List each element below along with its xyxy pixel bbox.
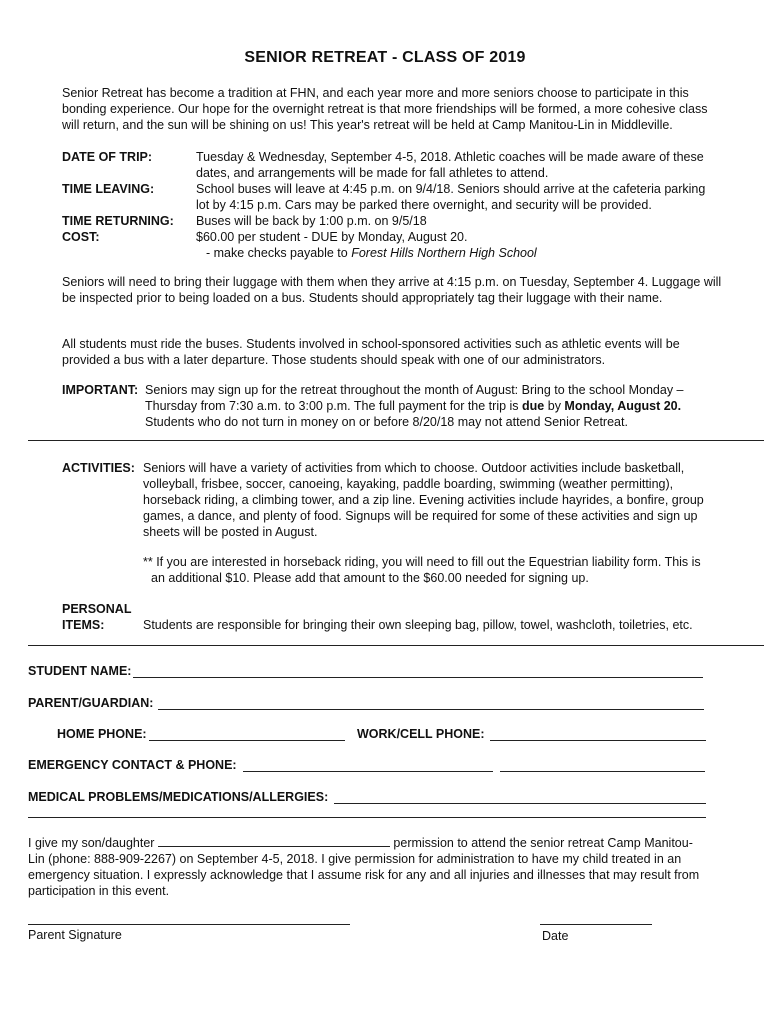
work-cell-phone-label: WORK/CELL PHONE: [357, 727, 485, 741]
medical-field[interactable] [334, 803, 706, 804]
consent-suffix: permission to attend the senior retreat Camp Manitou-Lin (phone: 888-909-2267) on September 4-5, 2018. I give permission for administration to have my child treated in an emergency situation. I expressly acknowledge that I assume risk for any and all injuries and illnesses that may result from participation in this event. [28, 836, 700, 898]
form-divider [28, 645, 764, 646]
page-title: SENIOR RETREAT - CLASS OF 2019 [244, 49, 526, 66]
personal-label-line-2: ITEMS: [62, 618, 105, 632]
date-of-trip-value: Tuesday & Wednesday, September 4-5, 2018. Athletic coaches will be made aware of these dates, and arrangements will be made for fall athletes to attend. [196, 150, 704, 180]
important-text-1: Seniors may sign up for the retreat throughout the month of August: Bring to the school Monday – Thursday from 7:30 a.m. to 3:00 p.m. The full payment for the trip is [145, 383, 684, 413]
activities-label: ACTIVITIES: [62, 461, 135, 475]
parent-guardian-field[interactable] [158, 709, 704, 710]
time-returning-label: TIME RETURNING: [62, 214, 174, 228]
parent-signature-label: Parent Signature [28, 928, 122, 942]
student-name-label: STUDENT NAME: [28, 664, 132, 678]
intro-paragraph: Senior Retreat has become a tradition at FHN, and each year more and more seniors choose to participate in this bonding experience. Our hope for the overnight retreat is that more friendships will be formed, a more cohesive class will return, and the sun will be shining on us! This year's retreat will be held at Camp Manitou-Lin in Middleville. [62, 86, 708, 132]
student-name-field[interactable] [133, 677, 703, 678]
luggage-paragraph: Seniors will need to bring their luggage with them when they arrive at 4:15 p.m. on Tuesday, September 4. Luggage will be inspected prior to being loaded on a bus. Students should appropriately tag their luggage with their name. [62, 275, 722, 305]
personal-items-text: Students are responsible for bringing their own sleeping bag, pillow, towel, washcloth, toiletries, etc. [143, 618, 693, 632]
horseback-note [143, 554, 713, 586]
cost-label: COST: [62, 230, 100, 244]
important-due-date: Monday, August 20. [564, 399, 682, 413]
home-phone-field[interactable] [149, 740, 345, 741]
important-text-3: Students who do not turn in money on or before 8/20/18 may not attend Senior Retreat. [145, 415, 628, 429]
child-name-blank[interactable] [158, 834, 390, 847]
date-field[interactable] [540, 924, 652, 925]
personal-items-label [62, 601, 131, 633]
important-text-2: by [544, 399, 565, 413]
date-label: Date [542, 929, 569, 943]
parent-signature-field[interactable] [28, 924, 350, 925]
emergency-contact-field[interactable] [243, 771, 493, 772]
home-phone-label: HOME PHONE: [57, 727, 147, 741]
horseback-note-text: ** If you are interested in horseback riding, you will need to fill out the Equestrian liability form. This is an additional $10. Please add that amount to the $60.00 needed for signing up. [143, 555, 701, 585]
cost-checks-prefix: - make checks payable to [206, 246, 352, 260]
emergency-contact-label: EMERGENCY CONTACT & PHONE: [28, 758, 237, 772]
emergency-phone-field[interactable] [500, 771, 705, 772]
consent-paragraph [28, 834, 708, 899]
date-of-trip-label: DATE OF TRIP: [62, 150, 153, 164]
important-due: due [522, 399, 545, 413]
work-cell-phone-field[interactable] [490, 740, 706, 741]
time-leaving-value: School buses will leave at 4:45 p.m. on 9/4/18. Seniors should arrive at the cafeteria parking lot by 4:15 p.m. Cars may be parked there overnight, and security will be provided. [196, 182, 706, 212]
buses-paragraph: All students must ride the buses. Students involved in school-sponsored activities such as athletic events will be provided a bus with a later departure. Those students should speak with one of our administrators. [62, 337, 680, 367]
cost-checks-note [206, 245, 726, 261]
cost-value: $60.00 per student - DUE by Monday, August 20. [196, 230, 468, 244]
time-leaving-label: TIME LEAVING: [62, 182, 155, 196]
section-divider [28, 440, 764, 441]
parent-guardian-label: PARENT/GUARDIAN: [28, 696, 154, 710]
time-returning-value: Buses will be back by 1:00 p.m. on 9/5/18 [196, 214, 427, 228]
activities-text: Seniors will have a variety of activities from which to choose. Outdoor activities include basketball, volleyball, frisbee, soccer, canoeing, kayaking, paddle boarding, swimming (weather permitting), horseback riding, a climbing tower, and a zip line. Evening activities include hayrides, a bonfire, group games, a dance, and plenty of food. Signups will be required for some of these activities and sign up sheets will be posted in August. [143, 461, 704, 539]
medical-label: MEDICAL PROBLEMS/MEDICATIONS/ALLERGIES: [28, 790, 329, 804]
medical-field-extra[interactable] [28, 817, 706, 818]
consent-prefix: I give my son/daughter [28, 836, 158, 850]
important-label: IMPORTANT: [62, 383, 139, 397]
important-text [145, 382, 705, 430]
cost-checks-payee: Forest Hills Northern High School [351, 246, 537, 260]
personal-label-line-1: PERSONAL [62, 602, 132, 616]
